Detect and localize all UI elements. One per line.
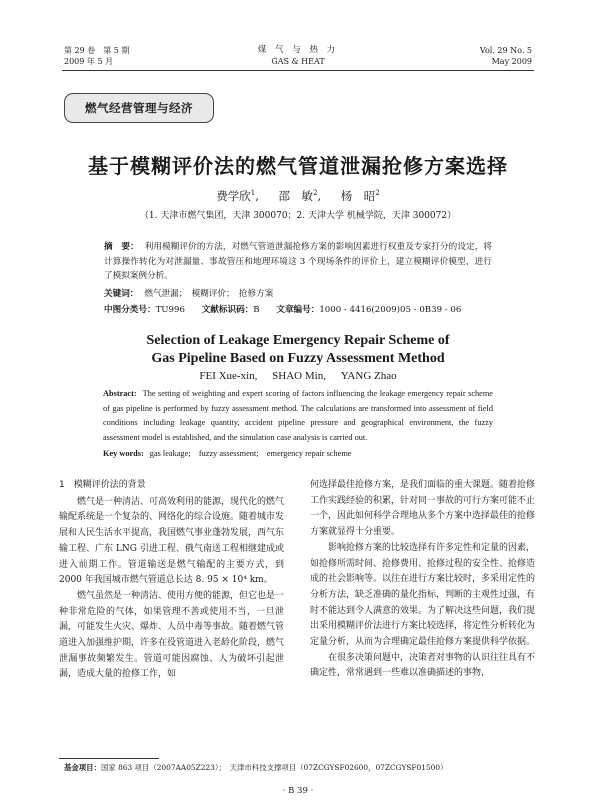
paper-title-en-line2: Gas Pipeline Based on Fuzzy Assessment Method — [151, 351, 445, 366]
footnote-text: 国家 863 项目（2007AA05Z223）； 天津市科技支撑项目（07ZCGYSF02600，07ZCGYSF01500） — [100, 763, 448, 772]
paragraph: 何选择最佳抢修方案，是我们面临的重大课题。随着抢修工作实践经验的积累，针对同一事故的可行方案可能不止一个，因此如何科学合理地从多个方案中选择最佳的抢修方案就显得十分重要。 — [310, 480, 536, 538]
date-cn: 2009 年 5 月 — [64, 57, 114, 66]
body-column-right — [310, 478, 535, 682]
paper-title-en — [0, 332, 596, 368]
article-id-value: 1000 - 4416(2009)05 - 0B39 - 06 — [319, 305, 462, 315]
clc-label: 中图分类号： — [104, 305, 156, 315]
paper-title-en-line1: Selection of Leakage Emergency Repair Scheme of — [146, 333, 450, 348]
journal-name-en: GAS & HEAT — [271, 57, 325, 66]
paragraph: 影响抢修方案的比较选择有许多定性和定量的因素，如抢修所需时间、抢修费用、抢修过程的安全性、抢修造成的社会影响等。以往在进行方案比较时，多采用定性的分析方法，缺乏准确的量化指标，判断的主观性过强，有时不能达到令人满意的效果。为了解决这些问题，我们提出采用模糊评价法进行方案比较选择，将定性分析转化为定量分析，从而为合理确定最佳抢修方案提供科学依据。 — [310, 542, 536, 648]
abstract-en — [103, 387, 493, 445]
page-number: · B 39 · — [282, 786, 314, 796]
keywords-en-text: gas leakage; fuzzy assessment; emergency repair scheme — [149, 449, 352, 458]
keywords-cn — [104, 287, 273, 299]
doc-code-label: 文献标识码： — [201, 305, 254, 315]
abstract-cn — [104, 240, 492, 284]
paragraph: 燃气虽然是一种清洁、使用方便的能源，但它也是一种非常危险的气体，如果管理不善或使用不当，一旦泄漏，可能发生火灾、爆炸、人员中毒等事故。随着燃气管道进入加强维护期，许多在役管道进入老龄化阶段，燃气泄漏事故频繁发生。管道可能因腐蚀、人为破坏引起泄漏，造成大量的抢修工作，如 — [59, 590, 285, 680]
volume-cn: 第 29 卷 第 5 期 — [64, 46, 130, 55]
section-tag — [64, 93, 214, 123]
keywords-cn-label: 关键词： — [104, 289, 139, 299]
footnote-rule — [59, 758, 159, 759]
header-rule — [62, 70, 534, 71]
date-en: May 2009 — [491, 57, 532, 66]
section-tag-label: 燃气经营管理与经济 — [85, 101, 193, 115]
author: 杨 昭$^2$ — [340, 189, 380, 203]
footnote-funding — [64, 762, 447, 773]
abstract-en-text: The setting of weighting and expert scoring of factors influencing the leakage emergency repair scheme of gas pipeline is performed by fuzzy assessment method. The calculations are transformed into assessment of field conditions including leakage quantity, accident pipeline pressure and geographical environment, the fuzzy assessment model is established, and the simulation case analysis is carried out. — [103, 389, 493, 442]
abstract-cn-text: 利用模糊评价的方法，对燃气管道泄漏抢修方案的影响因素进行权重及专家打分的设定，将计算操作转化为对泄漏量、事故管压和地理环境这 3 个现场条件的评价上，建立模糊评价模型，进行了模拟案例分析。 — [104, 242, 492, 281]
paragraph: 燃气是一种清洁、可高效利用的能源，现代化的燃气输配系统是一个复杂的、网络化的综合设施。随着城市发展和人民生活水平提高，我国燃气事业蓬勃发展，西气东输工程、广东 LNG 引进工程、俄气南送工程相继建成或进入前期工作。管道输送是燃气输配的主要方式，到 2000 年我国城市燃气管道总长达 8. 95 × 10⁴ km。 — [59, 496, 285, 586]
keywords-en — [103, 447, 351, 459]
header-right — [480, 45, 532, 67]
abstract-cn-label: 摘 要： — [104, 242, 139, 252]
abstract-en-label: Abstract: — [103, 389, 137, 398]
authors-cn — [0, 188, 596, 204]
author: 邵 敏$^2$, — [278, 189, 322, 203]
author-en: FEI Xue-xin, — [199, 370, 258, 382]
paper-title-cn: 基于模糊评价法的燃气管道泄漏抢修方案选择 — [88, 154, 508, 178]
doc-code-value: B — [253, 305, 260, 315]
affiliation-cn: （1. 天津市燃气集团，天津 300070；2. 天津大学 机械学院，天津 300072） — [139, 211, 457, 221]
clc-value: TU996 — [155, 305, 185, 315]
keywords-cn-text: 燃气泄漏； 模糊评价； 抢修方案 — [144, 289, 274, 299]
paragraph: 在很多决策问题中，决策者对事物的认识往往具有不确定性，常常遇到一些难以准确描述的事物， — [310, 652, 536, 679]
keywords-en-label: Key words: — [103, 449, 144, 458]
volume-en: Vol. 29 No. 5 — [479, 46, 532, 55]
author-en: YANG Zhao — [340, 370, 397, 382]
article-id-label: 文章编号： — [276, 305, 320, 315]
authors-en — [0, 370, 596, 382]
author-en: SHAO Min, — [272, 370, 326, 382]
journal-name-cn: 煤 气 与 热 力 — [257, 45, 339, 55]
author: 费学欣$^1$, — [216, 189, 259, 203]
body-column-left — [59, 478, 284, 683]
classification-line — [104, 303, 461, 315]
footnote-label: 基金项目： — [64, 763, 101, 772]
section-heading: 1 模糊评价法的背景 — [59, 480, 146, 490]
